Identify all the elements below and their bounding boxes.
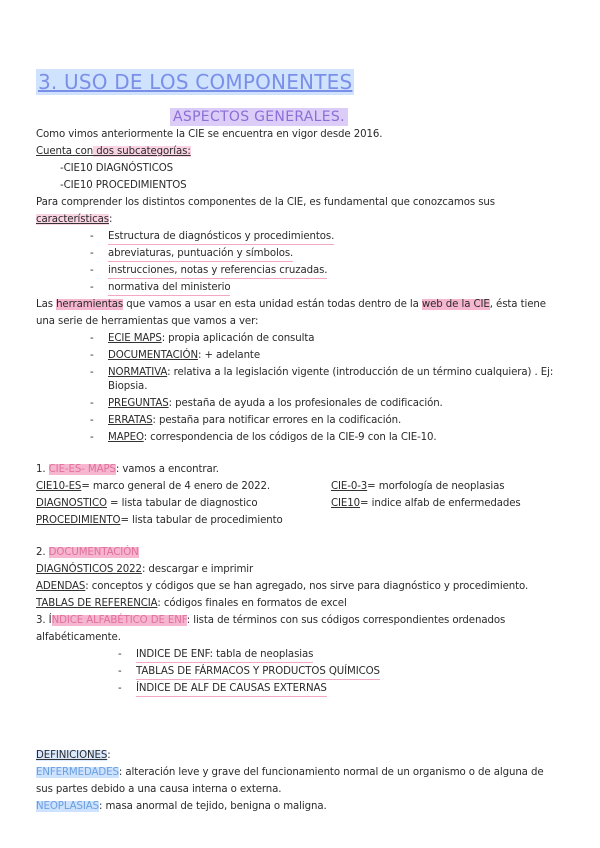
term: DIAGNOSTICO [36,498,107,509]
tool-name: ECIE MAPS [108,333,162,344]
characteristics-highlight: características [36,214,109,225]
herramientas-highlight: herramientas [56,299,124,310]
tool-desc: : + adelante [197,350,260,361]
section-1-heading [36,463,219,477]
tool-desc: : correspondencia de los códigos de la CIE-9 con la CIE-10. [143,432,437,443]
intro-line-1: Como vimos anteriormente la CIE se encuentra en vigor desde 2016. [36,129,383,140]
tool-item [108,366,553,380]
bullet: - [118,683,122,694]
section-3-num: 3. [36,615,49,626]
term-desc: : códigos finales en formatos de excel [157,598,347,609]
intro-line-4 [36,213,112,227]
tool-desc: : propia aplicación de consulta [161,333,315,344]
definitions-heading [36,749,111,763]
tool-desc: : relativa a la legislación vigente (introducción de un término cualquiera) . Ej: [167,367,554,378]
bullet: - [90,415,94,426]
intro-line-3: Para comprender los distintos componentes de la CIE, es fundamental que conozcamos sus [36,197,496,208]
section-2-heading [36,546,139,560]
tool-item [108,431,437,445]
section-subtitle: ASPECTOS GENERALES. [170,108,348,126]
term: CIE10 [331,498,361,509]
tool-item [108,332,314,346]
term-desc: = indice alfab de enfermedades [360,498,521,509]
tool-item [108,414,401,428]
section-1-num: 1. [36,464,49,475]
term-desc: = lista tabular de diagnostico [106,498,258,509]
tools-intro-line-1 [36,298,546,312]
section-1-right-item [331,497,521,511]
bullet: - [90,350,94,361]
section-3-rest: : lista de términos con sus códigos correspondientes ordenados [186,615,506,626]
tools-intro-a: Las [36,299,57,310]
definition-neoplasias [36,800,327,814]
term-desc: = marco general de 4 enero de 2022. [81,481,271,492]
definitions-heading-end: : [107,750,111,761]
term: TABLAS DE REFERENCIA [36,598,158,609]
term-desc: : conceptos y códigos que se han agregado, nos sirve para diagnóstico y procedimiento. [85,581,529,592]
tool-name: ERRATAS [108,415,153,426]
tools-intro-e: , ésta tiene [489,299,546,310]
enfermedades-term: ENFERMEDADES [36,767,119,778]
term-desc: : descargar e imprimir [141,564,254,575]
enfermedades-def: : alteración leve y grave del funcionamiento normal de un organismo o de alguna de [118,767,544,778]
tool-name: NORMATIVA [108,367,168,378]
term: PROCEDIMIENTO [36,515,121,526]
web-cie-highlight: web de la CIE [421,299,490,310]
definitions-heading-text: DEFINICIONES [36,750,108,761]
subcategories-highlight: dos subcategorías: [93,146,191,157]
term: CIE10-ES [36,481,82,492]
intro-line-2 [36,145,191,159]
tool-name: DOCUMENTACIÓN [108,350,198,361]
term: ADENDAS [36,581,86,592]
tool-desc: : pestaña para notificar errores en la codificación. [152,415,402,426]
section-1-rest: : vamos a encontrar. [115,464,219,475]
section-3-heading [36,614,505,628]
indice-alfabetico-highlight: NDICE ALFABÉTICO DE ENF [51,615,187,626]
characteristic-item: Estructura de diagnósticos y procedimientos. [108,230,334,245]
bullet: - [90,398,94,409]
term: DIAGNÓSTICOS 2022 [36,564,142,575]
subcategory-item: -CIE10 DIAGNÓSTICOS [60,163,173,174]
documentacion-highlight: DOCUMENTACIÓN [48,547,139,558]
section-1-left-item [36,514,283,528]
tool-name: MAPEO [108,432,144,443]
section-2-num: 2. [36,547,49,558]
bullet: - [90,231,94,242]
tool-item [108,349,260,363]
section-3-item: ÍNDICE DE ALF DE CAUSAS EXTERNAS [136,682,327,697]
tool-desc: : pestaña de ayuda a los profesionales de codificación. [168,398,443,409]
subcategory-item: -CIE10 PROCEDIMIENTOS [60,180,187,191]
intro-line-2-a: Cuenta con [36,146,94,157]
bullet: - [90,265,94,276]
section-1-right-item [331,480,505,494]
tool-name: PREGUNTAS [108,398,169,409]
term-desc: = lista tabular de procedimiento [120,515,283,526]
section-2-item [36,597,347,611]
section-3-name-a: Í [48,615,52,626]
section-3-item: TABLAS DE FÁRMACOS Y PRODUCTOS QUÍMICOS [136,665,380,680]
cie-es-maps-highlight: CIE-ES- MAPS [48,464,116,475]
tools-intro-line-2: una serie de herramientas que vamos a ver: [36,316,259,327]
bullet: - [90,248,94,259]
section-2-item [36,563,253,577]
section-1-left-item [36,497,258,511]
characteristic-item: abreviaturas, puntuación y símbolos. [108,247,293,262]
bullet: - [90,367,94,378]
bullet: - [90,432,94,443]
bullet: - [90,282,94,293]
page-title: 3. USO DE LOS COMPONENTES [38,70,353,94]
bullet: - [118,649,122,660]
tool-desc-continued: Biopsia. [108,381,148,392]
section-1-left-item [36,480,270,494]
characteristic-item: normativa del ministerio [108,281,230,296]
definition-enfermedades [36,766,544,780]
section-3-item: INDICE DE ENF: tabla de neoplasias [136,648,313,663]
intro-line-4-end: : [108,214,113,225]
characteristic-item: instrucciones, notas y referencias cruzadas. [108,264,327,279]
term: CIE-0-3 [331,481,368,492]
tool-item [108,397,443,411]
neoplasias-def: : masa anormal de tejido, benigna o maligna. [99,801,327,812]
bullet: - [118,666,122,677]
neoplasias-term: NEOPLASIAS [36,801,100,812]
section-3-rest-line-2: alfabéticamente. [36,632,121,643]
term-desc: = morfología de neoplasias [367,481,505,492]
bullet: - [90,333,94,344]
definition-enfermedades-continued: sus partes debido a una causa interna o externa. [36,784,282,795]
section-2-item [36,580,528,594]
tools-intro-c: que vamos a usar en esta unidad están todas dentro de la [123,299,422,310]
